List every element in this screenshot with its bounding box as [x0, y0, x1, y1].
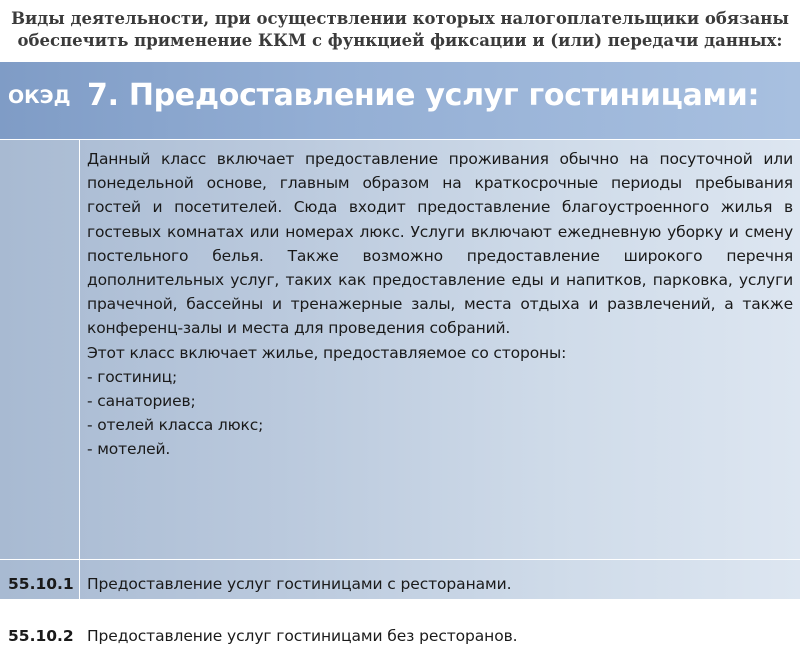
section-title: 7. Предоставление услуг гостиницами: — [87, 78, 760, 113]
table-row — [0, 560, 800, 612]
list-item: - санаториев; — [87, 392, 196, 411]
row-code: 55.10.2 — [8, 627, 74, 645]
list-item: - отелей класса люкс; — [87, 416, 264, 435]
table-title-row — [0, 62, 800, 140]
list-item: - мотелей. — [87, 440, 171, 459]
includes-list — [87, 365, 793, 462]
page-header — [0, 0, 800, 62]
list-item: - гостиниц; — [87, 367, 178, 386]
description-text: Данный класс включает предоставление проживания обычно на посуточной или понедельной основе, главным образом на краткосрочные периоды пребывания гостей и посетителей. Сюда входит предоставление благоустроенного жилья в гостевых комнатах или номерах люкс. Услуги включают ежедневную уборку и смену постельного белья. Также возможно предоставление широкого перечня дополнительных услуг, таких как предоставление еды и напитков, парковка, услуги прачечной, бассейны и тренажерные залы, места отдыха и развлечений, а также конференц-залы и места для проведения собраний. — [87, 150, 793, 338]
column-divider — [79, 140, 80, 599]
row-text: Предоставление услуг гостиницами с ресторанами. — [87, 575, 512, 593]
table-row — [0, 612, 800, 661]
description-cell — [87, 147, 793, 462]
row-code: 55.10.1 — [8, 575, 74, 593]
row-text: Предоставление услуг гостиницами без ресторанов. — [87, 627, 518, 645]
header-line-1: Виды деятельности, при осуществлении которых налогоплательщики обязаны — [11, 9, 789, 28]
header-line-2: обеспечить применение ККМ с функцией фиксации и (или) передачи данных: — [17, 31, 783, 50]
okved-table — [0, 62, 800, 645]
okved-label: ОКЭД — [8, 86, 71, 108]
includes-intro: Этот класс включает жилье, предоставляемое со стороны: — [87, 343, 567, 362]
